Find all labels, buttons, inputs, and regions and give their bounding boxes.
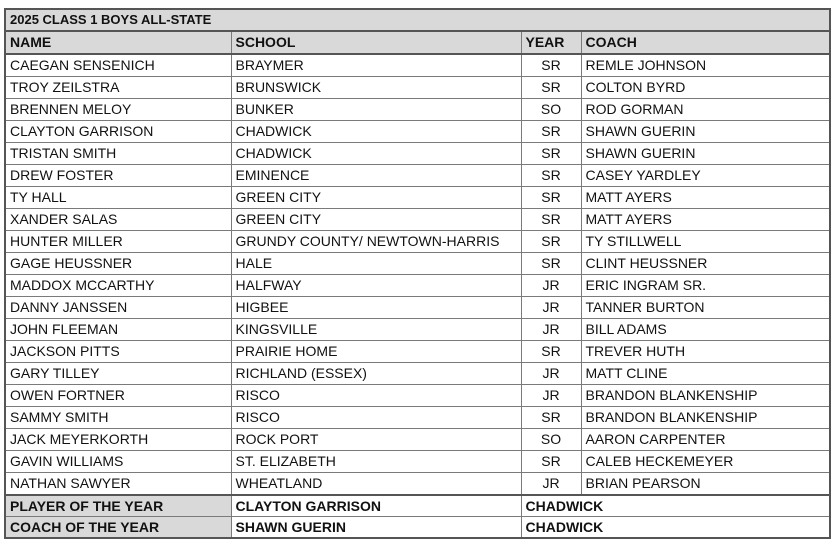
table-row	[5, 54, 830, 77]
cell-coach: MATT AYERS	[581, 209, 830, 231]
cell-school: HALE	[231, 253, 521, 275]
cell-name: JACK MEYERKORTH	[5, 429, 231, 451]
cell-coach: CLINT HEUSSNER	[581, 253, 830, 275]
cell-school: GREEN CITY	[231, 209, 521, 231]
header-coach: COACH	[581, 31, 830, 54]
table-title-row	[5, 9, 830, 31]
cell-coach: BILL ADAMS	[581, 319, 830, 341]
table-row	[5, 253, 830, 275]
cell-name: TRISTAN SMITH	[5, 143, 231, 165]
cell-school: ST. ELIZABETH	[231, 451, 521, 473]
cell-year: SR	[521, 165, 581, 187]
cell-school: GRUNDY COUNTY/ NEWTOWN-HARRIS	[231, 231, 521, 253]
table-row	[5, 385, 830, 407]
cell-name: NATHAN SAWYER	[5, 473, 231, 496]
cell-coach: ROD GORMAN	[581, 99, 830, 121]
cell-name: HUNTER MILLER	[5, 231, 231, 253]
award-person: CLAYTON GARRISON	[231, 495, 521, 517]
cell-coach: TREVER HUTH	[581, 341, 830, 363]
cell-school: ROCK PORT	[231, 429, 521, 451]
cell-coach: MATT CLINE	[581, 363, 830, 385]
cell-name: DREW FOSTER	[5, 165, 231, 187]
cell-school: RICHLAND (ESSEX)	[231, 363, 521, 385]
cell-school: CHADWICK	[231, 121, 521, 143]
table-row	[5, 451, 830, 473]
header-name: NAME	[5, 31, 231, 54]
cell-school: BRAYMER	[231, 54, 521, 77]
table-row	[5, 363, 830, 385]
cell-school: WHEATLAND	[231, 473, 521, 496]
cell-year: SR	[521, 121, 581, 143]
cell-year: JR	[521, 297, 581, 319]
cell-name: JOHN FLEEMAN	[5, 319, 231, 341]
cell-name: SAMMY SMITH	[5, 407, 231, 429]
table-row	[5, 231, 830, 253]
cell-year: SR	[521, 143, 581, 165]
table-row	[5, 319, 830, 341]
cell-year: SR	[521, 231, 581, 253]
header-year: YEAR	[521, 31, 581, 54]
cell-name: MADDOX MCCARTHY	[5, 275, 231, 297]
all-state-table	[4, 8, 831, 539]
cell-coach: BRANDON BLANKENSHIP	[581, 385, 830, 407]
cell-coach: MATT AYERS	[581, 187, 830, 209]
cell-name: GAGE HEUSSNER	[5, 253, 231, 275]
table-row	[5, 77, 830, 99]
award-label: PLAYER OF THE YEAR	[5, 495, 231, 517]
header-school: SCHOOL	[231, 31, 521, 54]
cell-year: SR	[521, 54, 581, 77]
cell-year: SR	[521, 341, 581, 363]
cell-name: JACKSON PITTS	[5, 341, 231, 363]
cell-year: SO	[521, 99, 581, 121]
header-row	[5, 31, 830, 54]
table-row	[5, 187, 830, 209]
cell-name: TROY ZEILSTRA	[5, 77, 231, 99]
cell-school: RISCO	[231, 385, 521, 407]
table-row	[5, 275, 830, 297]
cell-name: TY HALL	[5, 187, 231, 209]
table-title: 2025 CLASS 1 BOYS ALL-STATE	[5, 9, 830, 31]
cell-coach: SHAWN GUERIN	[581, 121, 830, 143]
cell-school: CHADWICK	[231, 143, 521, 165]
award-school: CHADWICK	[521, 495, 830, 517]
table-row	[5, 165, 830, 187]
cell-coach: CASEY YARDLEY	[581, 165, 830, 187]
cell-year: JR	[521, 473, 581, 496]
cell-coach: TY STILLWELL	[581, 231, 830, 253]
cell-year: JR	[521, 275, 581, 297]
cell-year: JR	[521, 319, 581, 341]
cell-year: SR	[521, 407, 581, 429]
award-row	[5, 517, 830, 539]
table-row	[5, 209, 830, 231]
cell-name: DANNY JANSSEN	[5, 297, 231, 319]
cell-school: KINGSVILLE	[231, 319, 521, 341]
cell-coach: ERIC INGRAM SR.	[581, 275, 830, 297]
cell-coach: CALEB HECKEMEYER	[581, 451, 830, 473]
cell-school: HIGBEE	[231, 297, 521, 319]
cell-school: BRUNSWICK	[231, 77, 521, 99]
all-state-sheet	[4, 8, 829, 539]
cell-year: SR	[521, 253, 581, 275]
cell-coach: BRIAN PEARSON	[581, 473, 830, 496]
cell-name: OWEN FORTNER	[5, 385, 231, 407]
table-row	[5, 297, 830, 319]
table-row	[5, 473, 830, 496]
cell-school: EMINENCE	[231, 165, 521, 187]
cell-name: GARY TILLEY	[5, 363, 231, 385]
table-row	[5, 407, 830, 429]
table-row	[5, 99, 830, 121]
cell-year: JR	[521, 363, 581, 385]
cell-coach: SHAWN GUERIN	[581, 143, 830, 165]
cell-name: CAEGAN SENSENICH	[5, 54, 231, 77]
cell-name: XANDER SALAS	[5, 209, 231, 231]
cell-year: SR	[521, 77, 581, 99]
table-row	[5, 143, 830, 165]
cell-school: BUNKER	[231, 99, 521, 121]
award-school: CHADWICK	[521, 517, 830, 539]
cell-coach: COLTON BYRD	[581, 77, 830, 99]
cell-year: JR	[521, 385, 581, 407]
cell-year: SR	[521, 187, 581, 209]
table-row	[5, 121, 830, 143]
cell-year: SO	[521, 429, 581, 451]
cell-name: BRENNEN MELOY	[5, 99, 231, 121]
cell-year: SR	[521, 451, 581, 473]
award-person: SHAWN GUERIN	[231, 517, 521, 539]
cell-name: CLAYTON GARRISON	[5, 121, 231, 143]
cell-coach: REMLE JOHNSON	[581, 54, 830, 77]
cell-school: HALFWAY	[231, 275, 521, 297]
cell-coach: AARON CARPENTER	[581, 429, 830, 451]
table-row	[5, 341, 830, 363]
cell-coach: TANNER BURTON	[581, 297, 830, 319]
cell-school: RISCO	[231, 407, 521, 429]
cell-school: GREEN CITY	[231, 187, 521, 209]
cell-coach: BRANDON BLANKENSHIP	[581, 407, 830, 429]
cell-year: SR	[521, 209, 581, 231]
cell-school: PRAIRIE HOME	[231, 341, 521, 363]
award-label: COACH OF THE YEAR	[5, 517, 231, 539]
table-row	[5, 429, 830, 451]
cell-name: GAVIN WILLIAMS	[5, 451, 231, 473]
award-row	[5, 495, 830, 517]
